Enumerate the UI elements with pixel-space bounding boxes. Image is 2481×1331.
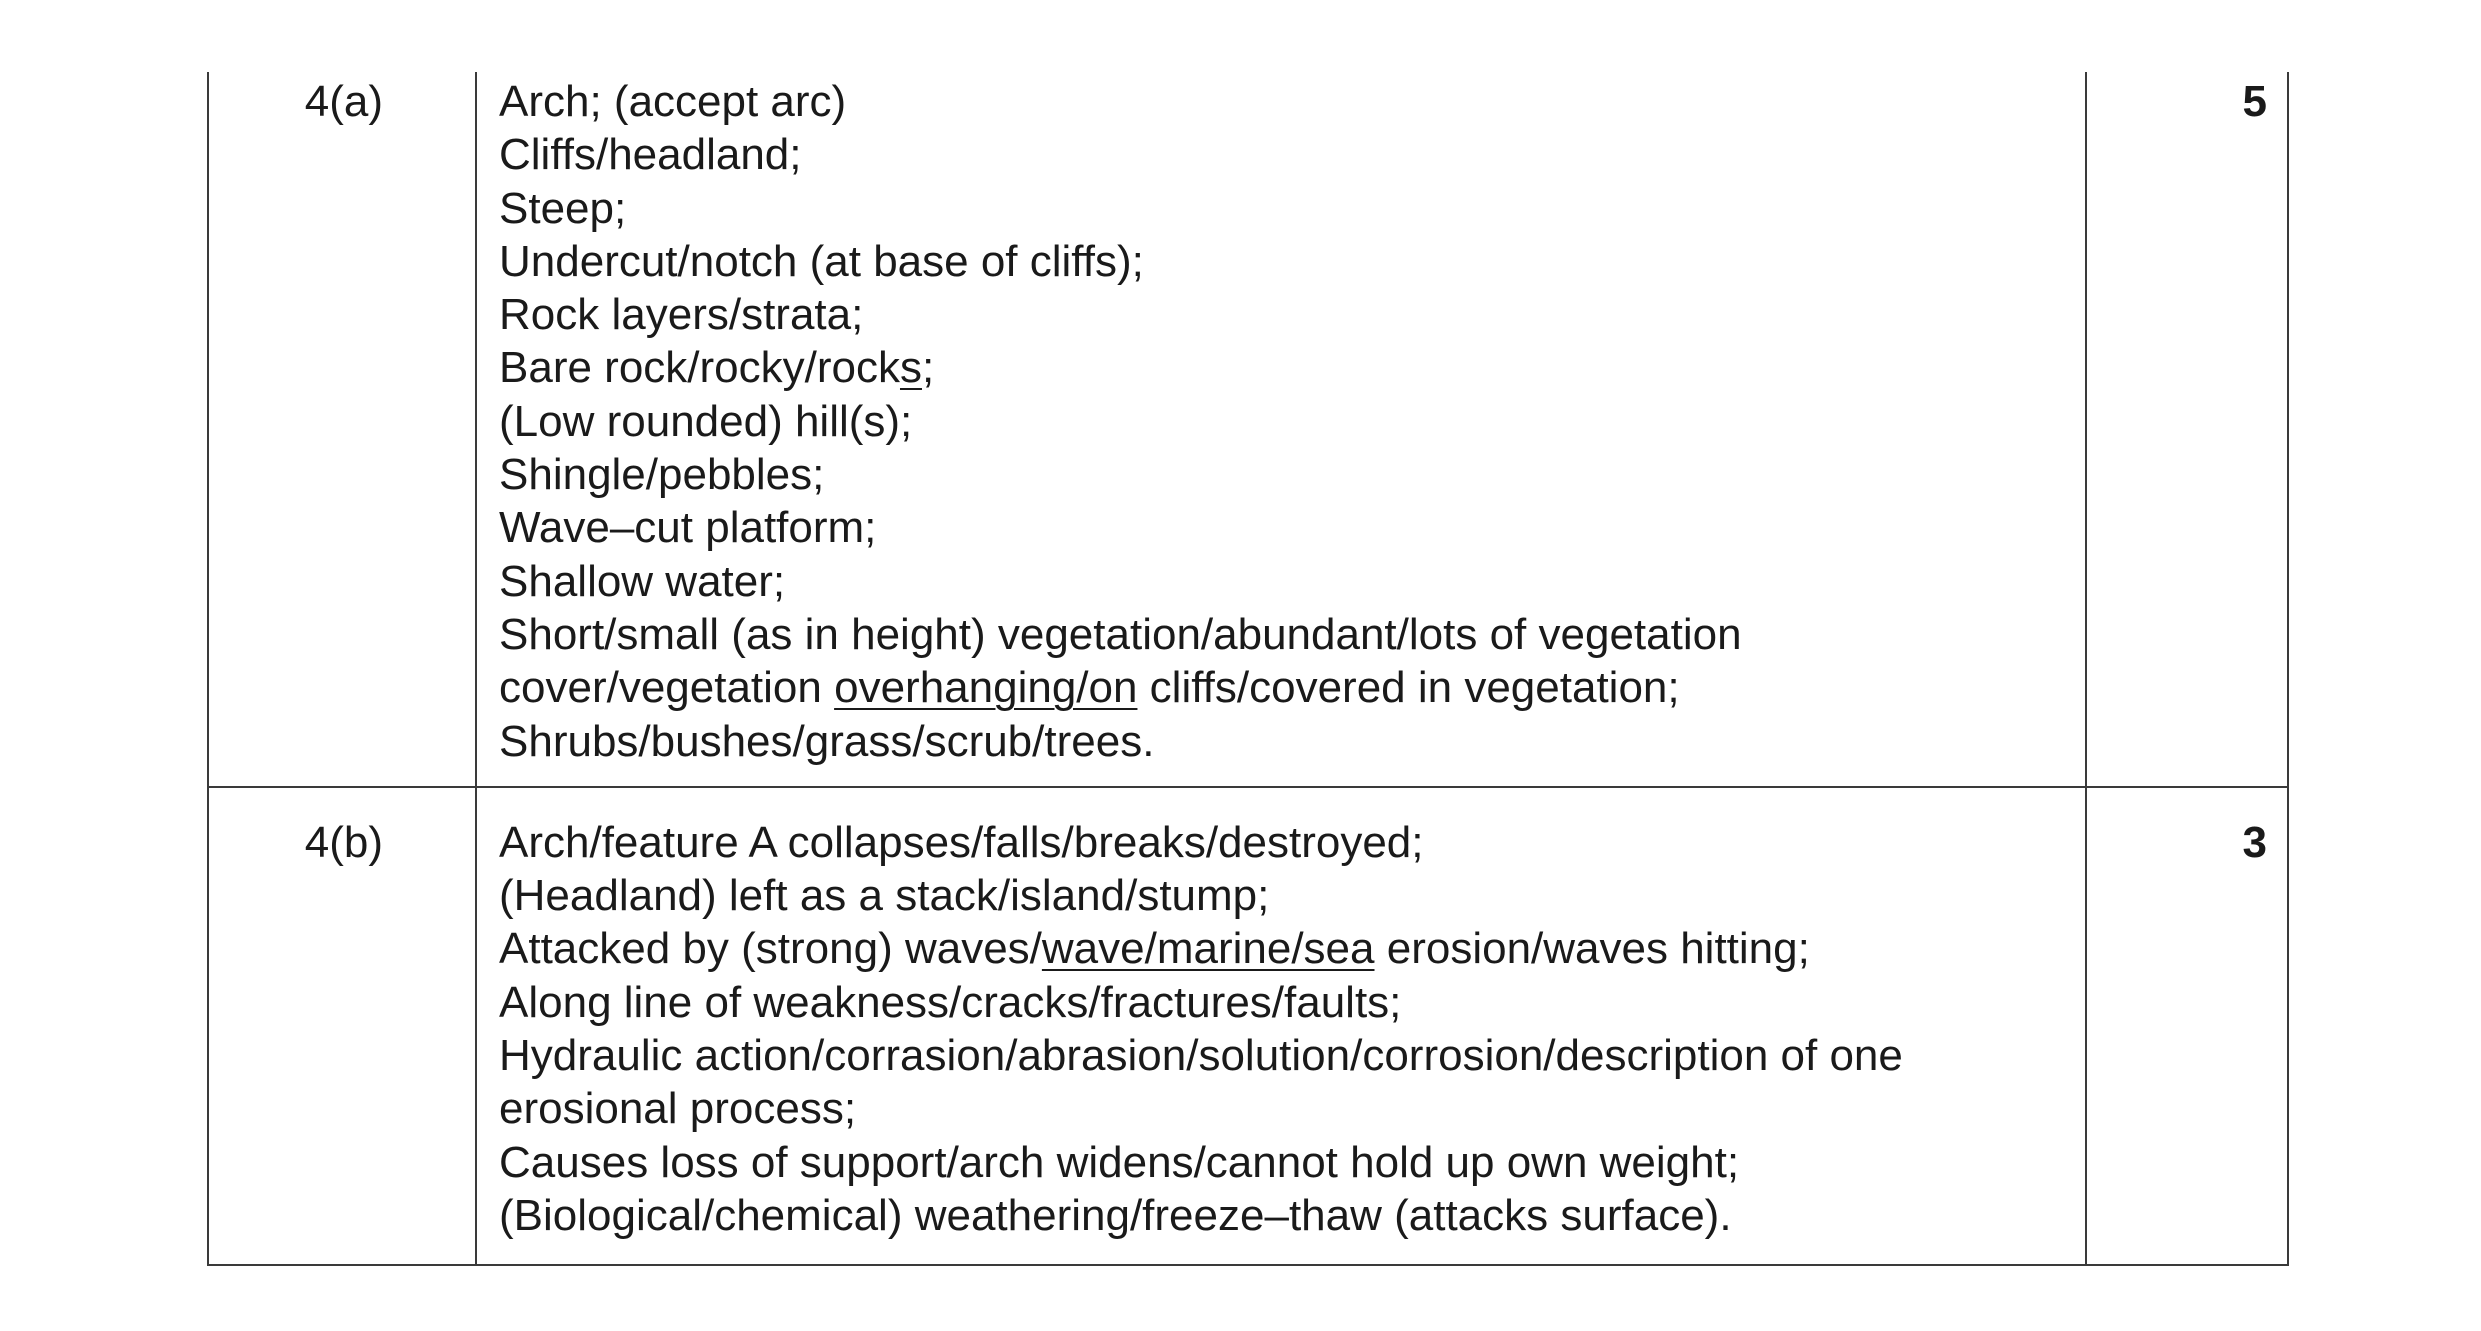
answer-text: ; (921, 343, 935, 393)
answer-text: Shrubs/bushes/grass/scrub/trees. (499, 716, 1155, 766)
answer-line (499, 869, 2065, 922)
answer-text: cover/vegetation (499, 663, 835, 713)
answer-text: Short/small (as in height) vegetation/abundant/lots of vegetation (499, 609, 1742, 659)
answer-text: Bare rock/rocky/rock (499, 343, 900, 393)
answer-text: (Biological/chemical) weathering/freeze–thaw (attacks surface). (499, 1190, 1732, 1240)
underlined-text: s (899, 343, 922, 393)
marks-cell: 3 (2086, 787, 2288, 1265)
answer-text: Arch/feature A collapses/falls/breaks/destroyed; (499, 817, 1424, 867)
answer-text: Along line of weakness/cracks/fractures/faults; (499, 977, 1402, 1027)
answer-text: Undercut/notch (at base of cliffs); (499, 236, 1144, 286)
answer-text: erosion/waves hitting; (1374, 924, 1810, 974)
answer-line (499, 1082, 2065, 1135)
table-row (208, 787, 2288, 1265)
answer-line (499, 976, 2065, 1029)
answer-line (499, 235, 2065, 288)
answer-text: Arch; (accept arc) (499, 77, 847, 126)
answer-cell (476, 72, 2086, 787)
table-row (208, 72, 2288, 787)
marks-cell: 5 (2086, 72, 2288, 787)
answer-line (499, 395, 2065, 448)
answer-text: erosional process; (499, 1084, 857, 1134)
answer-line (499, 1189, 2065, 1242)
underlined-text: overhanging/on (834, 663, 1138, 713)
answer-line (499, 715, 2065, 768)
answer-text: Shallow water; (499, 556, 786, 606)
answer-text: (Low rounded) hill(s); (499, 396, 913, 446)
answer-text: Steep; (499, 183, 627, 233)
question-number: 4(a) (208, 72, 476, 787)
answer-text: Causes loss of support/arch widens/cannot hold up own weight; (499, 1137, 1740, 1187)
answer-line (499, 922, 2065, 975)
answer-text: Hydraulic action/corrasion/abrasion/solution/corrosion/description of one (499, 1031, 1903, 1081)
answer-line (499, 661, 2065, 714)
answer-line (499, 128, 2065, 181)
answer-line (499, 816, 2065, 869)
underlined-text: wave/marine/sea (1041, 924, 1375, 974)
answer-text: cliffs/covered in vegetation; (1137, 663, 1680, 713)
answer-line (499, 608, 2065, 661)
answer-line (499, 448, 2065, 501)
mark-scheme-table (207, 72, 2289, 1266)
answer-text: (Headland) left as a stack/island/stump; (499, 871, 1270, 921)
answer-text: Attacked by (strong) waves/ (499, 924, 1042, 974)
answer-line (499, 1029, 2065, 1082)
answer-line (499, 1136, 2065, 1189)
answer-line (499, 501, 2065, 554)
answer-line (499, 182, 2065, 235)
answer-line (499, 288, 2065, 341)
answer-line (499, 555, 2065, 608)
answer-cell (476, 787, 2086, 1265)
answer-text: Rock layers/strata; (499, 290, 864, 340)
answer-text: Shingle/pebbles; (499, 450, 825, 500)
answer-text: Wave–cut platform; (499, 503, 877, 553)
answer-line (499, 341, 2065, 394)
answer-line (499, 75, 2065, 128)
question-number: 4(b) (208, 787, 476, 1265)
answer-text: Cliffs/headland; (499, 130, 802, 180)
